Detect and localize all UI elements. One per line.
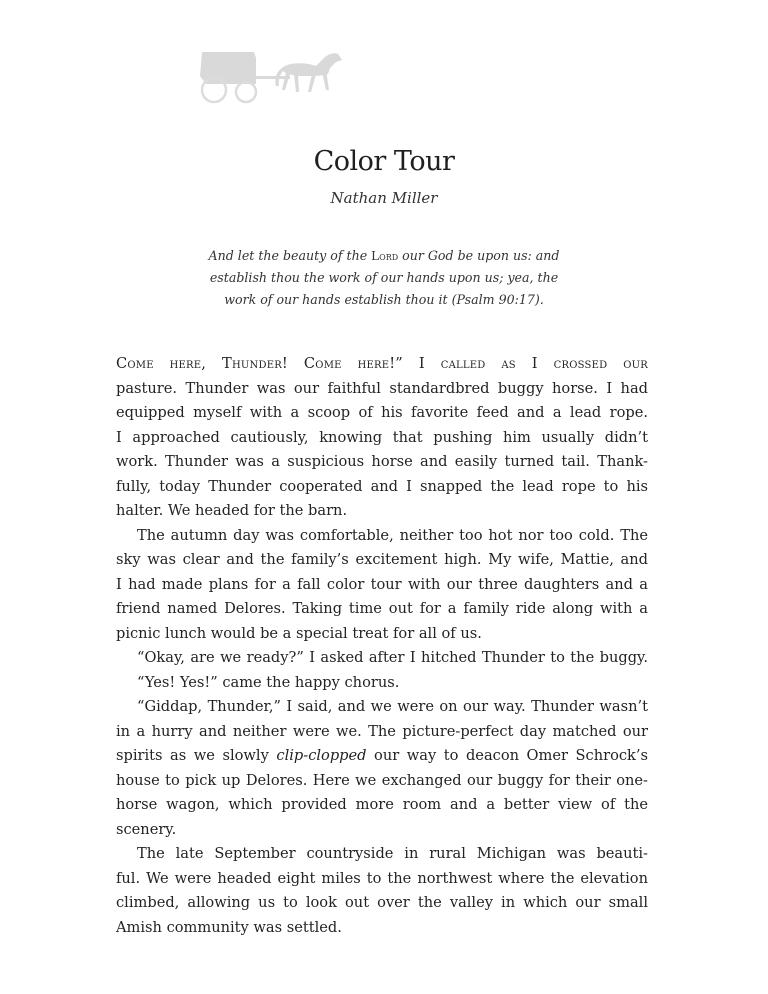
story-line: Amish community was settled. <box>116 918 342 936</box>
chapter-author: Nathan Miller <box>330 189 438 207</box>
story-line: I approached cautiously, knowing that pushing him usually didn’t <box>116 428 648 446</box>
story-line: spirits as we slowly clip-clopped our way to deacon Omer Schrock’s <box>116 747 649 764</box>
story-line: equipped myself with a scoop of his favorite feed and a lead rope. <box>116 404 648 421</box>
story-line: The autumn day was comfortable, neither too hot nor too cold. The <box>137 526 648 544</box>
story-line: “Yes! Yes!” came the happy chorus. <box>137 673 400 691</box>
chapter-title: Color Tour <box>313 146 455 177</box>
story-line: in a hurry and neither were we. The picture-perfect day matched our <box>116 722 648 740</box>
epigraph-line: And let the beauty of the Lord our God be upon us: and <box>208 248 560 263</box>
story-line: pasture. Thunder was our faithful standardbred buggy horse. I had <box>116 379 648 397</box>
story-line: The late September countryside in rural Michigan was beauti- <box>137 845 648 862</box>
story-line: “Giddap, Thunder,” I said, and we were on our way. Thunder wasn’t <box>137 698 648 715</box>
small-caps-lord: Lord <box>371 249 399 263</box>
story-line: friend named Delores. Taking time out for a family ride along with a <box>116 600 648 617</box>
story-body <box>116 352 648 940</box>
story-line: house to pick up Delores. Here we exchanged our buggy for their one- <box>116 771 648 789</box>
story-line: Come here, Thunder! Come here!” I called as I crossed our <box>116 355 648 372</box>
story-line: I had made plans for a fall color tour with our three daughters and a <box>116 575 648 593</box>
story-line: scenery. <box>116 820 177 838</box>
emphasis-text: clip-clopped <box>276 747 367 764</box>
story-line: sky was clear and the family’s excitement high. My wife, Mattie, and <box>116 551 648 568</box>
epigraph <box>184 245 584 311</box>
story-line: work. Thunder was a suspicious horse and easily turned tail. Thank- <box>116 453 648 470</box>
story-line: “Okay, are we ready?” I asked after I hitched Thunder to the buggy. <box>137 649 648 666</box>
horse-and-buggy-icon <box>196 46 352 104</box>
story-line: ful. We were headed eight miles to the northwest where the elevation <box>116 869 648 887</box>
epigraph-line: establish thou the work of our hands upon us; yea, the <box>209 270 559 285</box>
story-line: halter. We headed for the barn. <box>116 502 348 519</box>
story-line: climbed, allowing us to look out over the valley in which our small <box>116 894 648 911</box>
story-line: picnic lunch would be a special treat for all of us. <box>116 624 482 642</box>
epigraph-line: work of our hands establish thou it (Psalm 90:17). <box>224 292 544 307</box>
story-line: fully, today Thunder cooperated and I snapped the lead rope to his <box>116 477 648 495</box>
story-line: horse wagon, which provided more room and a better view of the <box>116 796 648 813</box>
